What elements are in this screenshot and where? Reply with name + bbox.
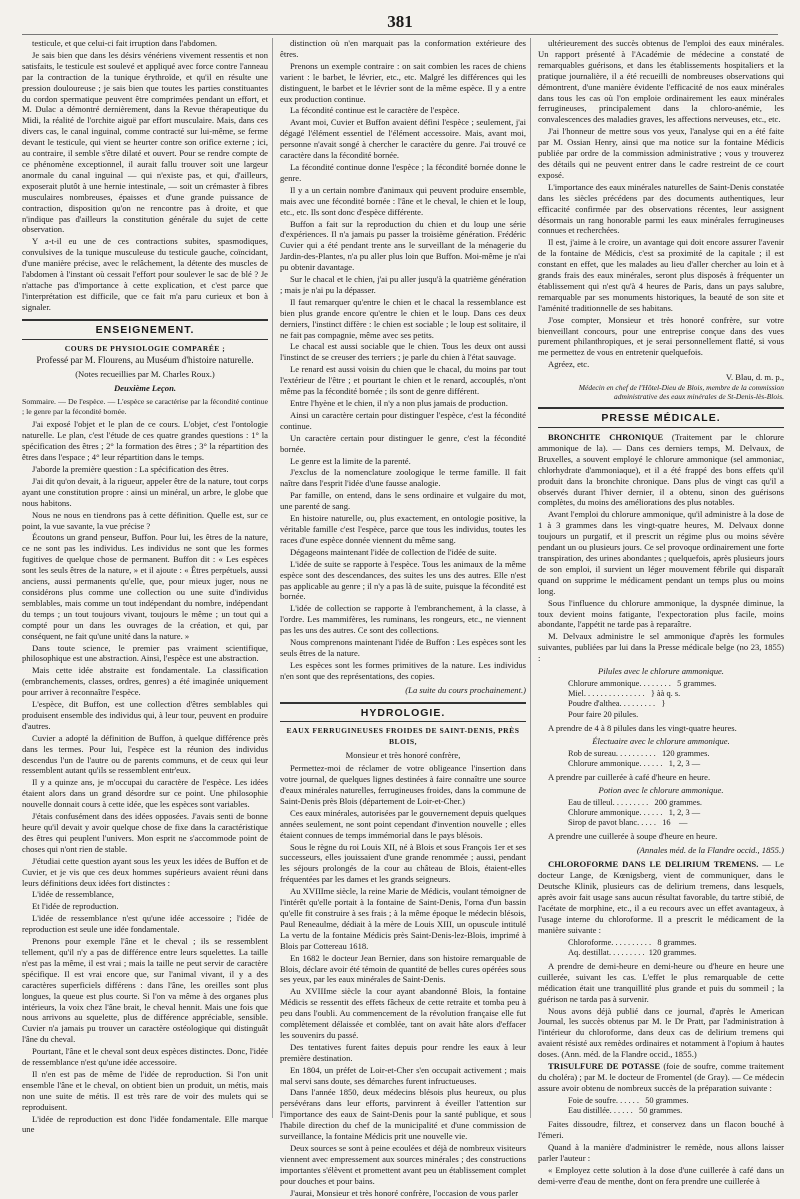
- paragraph: L'idée de ressemblance,: [32, 889, 114, 900]
- paragraph: Écoutons un grand penseur, Buffon. Pour lui, les êtres de la nature, ce ne sont pas les individus. Les individus ne sont que les formes fugitives de quelque chose de permanent. Buffon dit : « Les espèces sont les seuls êtres de la nature, » et il ajoute : « Êtres perpétuels, aussi anciens, aussi permanents qu'elle, que, pour mieux juger, nous ne considérons plus comme une collection ou une suite d'individus semblables, mais comme un tout indépendant du nombre, indépendant du temps ; un tout toujours vivant, toujours le même ; un tout qui a compté pour un dans les ouvrages de la création, et qui, par conséquent, ne fait qu'une unité dans la nature. »: [22, 532, 268, 641]
- paragraph: Cuvier a adopté la définition de Buffon, à quelque différence près dans les termes. Pour lui, l'espèce est la réunion des individus descendus l'un de l'autre ou de parents communs, et de ceux qui leur ressemblent autant qu'ils se ressemblent entr'eux.: [22, 732, 268, 776]
- paragraph: A prendre de demi-heure en demi-heure ou d'heure en heure une cuillerée, suivant les cas. L'effet le plus remarquable de cette médication était une tranquillité plus grande et puis du sommeil ; la guérison ne tarda pas à survenir.: [538, 960, 784, 1004]
- paragraph: Avant l'emploi du chlorure ammonique, qu'il administre à la dose de 1 à 3 grammes dans les vingt-quatre heures, M. Delvaux donne toujours un purgatif, et il prescrit un régime plus ou moins sévère pendant un ou plusieurs jours. Ce sel provoque ordinairement une forte transpiration, des urines abondantes ; quelquefois, après plusieurs jours de son emploi, il survient un léger mouvement fébrile qui disparaît quand on supprime le médicament pendant un temps plus ou moins long.: [538, 509, 784, 596]
- paragraph: distinction où n'en marquait pas la conformation extérieure des êtres.: [280, 38, 526, 59]
- bronchitis-paragraph: [538, 432, 784, 508]
- column-3: [538, 38, 784, 1186]
- recipe-pills: [568, 679, 784, 720]
- paragraph: J'exclus de la nomenclature zoologique le terme famille. Il fait naître dans l'esprit l'idée d'une fausse analogie.: [280, 467, 526, 489]
- sommaire: Sommaire. — De l'espèce. — L'espèce se caractérise par la fécondité continue ; le genre par la fécondité bornée.: [22, 397, 268, 416]
- page-number: 381: [387, 12, 413, 31]
- header-rule: [22, 34, 778, 35]
- salutation: Monsieur et très honoré confrère,: [345, 750, 461, 761]
- signature-note: Médecin en chef de l'Hôtel-Dieu de Blois, membre de la commission administrative des eaux minérales de St-Denis-lès-Blois.: [578, 383, 784, 402]
- paragraph: Avant moi, Cuvier et Buffon avaient défini l'espèce ; seulement, j'ai dégagé l'élément essentiel de l'élément accessoire. Mais, avant moi, personne n'avait songé à chercher le caractère du genre. J'ai trouvé ce caractère dans la fécondité bornée.: [280, 117, 526, 161]
- trisulfure-lead: TRISULFURE DE POTASSE: [548, 1061, 661, 1072]
- recipe-title: Pilules avec le chlorure ammonique.: [598, 666, 724, 677]
- paragraph: En histoire naturelle, ou, plus exactement, en ontologie positive, la véritable famille c'est l'espèce, parce que tous les individus, toutes les races d'une espèce donnée viennent du même sang.: [280, 513, 526, 545]
- bronchitis-lead: BRONCHITE CHRONIQUE: [548, 432, 664, 442]
- paragraph: Nous avons déjà publié dans ce journal, d'après le American Journal, les succès obtenus par M. le Dr Pratt, par l'administration à l'intérieur du chloroforme, dans deux cas de delirium tremens qui avaient résisté aux remèdes ordinaires et notamment à l'opium à hautes doses. (Ann. méd. de la Flandre occid., 1855.): [538, 1005, 784, 1060]
- paragraph: Entre l'hyène et le chien, il n'y a non plus jamais de production.: [290, 398, 508, 408]
- lecture-continued: [280, 38, 526, 682]
- recipe-title: Potion avec le chlorure ammonique.: [598, 784, 724, 795]
- column-2: [280, 38, 526, 1198]
- paragraph: Ainsi un caractère certain pour distinguer l'espèce, c'est la fécondité continue.: [280, 409, 526, 431]
- paragraph: Pourtant, l'âne et le cheval sont deux espèces distinctes. Donc, l'idée de ressemblance n'est qu'une idée accessoire.: [22, 1046, 268, 1068]
- chloroform-paragraph: [538, 859, 784, 935]
- paragraph: L'importance des eaux minérales naturelles de Saint-Denis constatée dans les siècles précédens par des documents authentiques, leur efficacité confirmée par des observations récentes, leur assignent désormais un rang honorable parmi les eaux minérales ferrugineuses connues et recherchées.: [538, 181, 784, 236]
- paragraph: Un caractère certain pour distinguer le genre, c'est la fécondité bornée.: [280, 432, 526, 454]
- paragraph: J'ai dit qu'on devait, à la rigueur, appeler être de la nature, tout corps ayant une constitution propre : ainsi un minéral, un arbre, le globe que nous habitons.: [22, 475, 268, 508]
- trisulfure-text: (foie de soufre, comme traitement du choléra) ; par M. le docteur de Fromentel (de Gray). — Ce médecin assure avoir obtenu de nombreux succès de la préparation suivante :: [538, 1061, 784, 1093]
- hydrology-end: [538, 38, 784, 370]
- paragraph: Il y a un certain nombre d'animaux qui peuvent produire ensemble, mais avec une fécondité bornée : l'âne et le cheval, le chien et le loup, etc., etc. Ils sont donc d'espèce différente.: [280, 184, 526, 217]
- paragraph: J'étudiai cette question ayant sous les yeux les idées de Buffon et de Cuvier, et je vis que ces deux hommes supérieurs avaient réuni dans leurs définitions deux idées fort distinctes :: [22, 855, 268, 888]
- paragraph: A prendre par cuillerée à café d'heure en heure.: [548, 771, 711, 782]
- paragraph: Au XVIIIme siècle, la reine Marie de Médicis, voulant témoigner de l'intérêt qu'elle portait à la fontaine de Saint-Denis, l'orna d'un bassin qu'elle fit construire à ses frais ; à la même époque le médecin blésois, Paul Reneaulme, dédiait à la mère de Louis XIII, un opuscule intitulé La vertu de la fontaine Médicis près Saint-Denis-lez-Blois, imprimé à Blois par Cottereau 1618.: [280, 886, 526, 951]
- continued-note: (La suite du cours prochainement.): [405, 684, 526, 695]
- paragraph: Dégageons maintenant l'idée de collection de l'idée de suite.: [290, 546, 497, 557]
- paragraph: L'idée de collection se rapporte à l'embranchement, à la classe, à l'ordre. Les mammifères, les ruminans, les rongeurs, etc., ne viennent pas les uns des autres. Ce sont des collections.: [280, 603, 526, 636]
- recipe-line: Aq. destillat. . . . . . . . . 120 grammes.: [568, 947, 697, 957]
- paragraph: Dans toute science, le premier pas vraiment scientifique, philosophique est une abstraction. Ainsi, l'espèce est une abstraction.: [22, 642, 268, 664]
- paragraph: Au XVIIIme siècle la cour ayant abandonné Blois, la fontaine Médicis se ressentit des effets fâcheux de cette retraite et tomba peu à peu dans l'oubli. Au commencement de la révolution française elle fut complètement délaissée et comblée, tant on avait hâte alors d'effacer les souvenirs du passé.: [280, 986, 526, 1040]
- lecture-body: [22, 419, 268, 1135]
- paragraph: Des tentatives furent faites depuis pour rendre les eaux à leur première destination.: [280, 1041, 526, 1063]
- recipe-line: Foie de soufre. . . . . . 50 grammes.: [568, 1095, 689, 1105]
- chloroform-lead: CHLOROFORME DANS LE DELIRIUM TREMENS.: [548, 859, 759, 870]
- recipe-line: Rob de sureau. . . . . . . . . . 120 grammes.: [568, 748, 710, 758]
- bronchitis-text: (Traitement par le chlorure ammonique de la). — Dans ces derniers temps, M. Delvaux, de Bruxelles, a souvent employé le chlorure ammonique (sel ammoniac, chlorhydrate d'ammoniaque), et il a été frappé des bons effets qu'il produit dans la bronchite chronique. Dans plus de vingt cas qu'il a observés durant l'hiver dernier, il a obtenu, sinon des guérisons complètes, du moins des améliorations des plus notables.: [538, 432, 784, 508]
- paragraph: A prendre une cuillerée à soupe d'heure en heure.: [548, 831, 718, 842]
- paragraph: Deux sources se sont à peine ecoulées et déjà de nombreux visiteurs viennent avec empressement aux sources minérales ; des constructions importantes s'élèvent et promettent avant peu un établissement complet pour douches et pour bains.: [280, 1143, 526, 1186]
- paragraph: Sous l'influence du chlorure ammonique, la dyspnée diminue, la toux devient moins fatigante, l'expectoration plus facile, moins abondante, l'appétit ne tarde pas à reparaître.: [538, 597, 784, 630]
- paragraph: Il y a quinze ans, je m'occupai du caractère de l'espèce. Les idées étaient alors dans un grand désordre sur ce point. Une philosophie nouvelle donnait cours à cette idée, que les espèces sont variables.: [22, 777, 268, 810]
- paragraph: Il faut remarquer qu'entre le chien et le chacal la ressemblance est bien plus grande encore qu'entre le chien et le loup. Dans ces deux derniers, l'instinct diffère : le chien est sociable ; le loup est solitaire, il ne fait pas compagnie, même avec ses petits.: [280, 296, 526, 340]
- recipe-line: Chlorure ammonique. . . . . . . . 5 grammes.: [568, 678, 717, 688]
- paragraph: J'étais confusément dans des idées opposées. J'avais senti de bonne heure qu'il devait y avoir quelque chose de fixe dans la caractéristique des êtres qui peuplent l'univers. Mon esprit ne s'accommode point de choses qui n'ont rien de stable.: [22, 811, 268, 854]
- paragraph: « Employez cette solution à la dose d'une cuillerée à café dans un demi-verre d'eau de menthe, dont on fera prendre une cuillerée à: [538, 1164, 784, 1186]
- paragraph: Je sais bien que dans les désirs vénériens vivement ressentis et non satisfaits, le testicule est soulevé et appliqué avec force contre l'anneau par la contraction de la tunique érythroïde, et qu'il en résulte une pression douloureuse ; je sais bien que toutes les parties constituantes du cordon spermatique peuvent être comprimées pendant un effort, et M. Dulac a démontré dernièrement, dans la Revue thérapeutique du Midi, la réalité de l'orchite aiguë par effort musculaire. Mais, dans ces divers cas, le canal inguinal, comme contracté sur lui-même, se ferme devant le testicule, qui vient se heurter contre son orifice externe ; ici, au contraire, il semble s'être dilaté et ouvert. Pour se rendre compte de ce phénomène exceptionnel, il aurait fallu trouver soit une largeur anormale du canal inguinal — qui n'existe pas, et qui, d'ailleurs, exposerait plutôt à une hernie intestinale, — soit un crémaster à fibres musculaires nombreuses, épaisses et d'une grande puissance de contraction, disposition qu'on ne rencontre pas à droite, et que n'indique pas d'ailleurs la constitution générale du sujet de cette observation.: [22, 49, 268, 235]
- section-title-enseignement: ENSEIGNEMENT.: [22, 319, 268, 340]
- recipe-line: Chlorure ammonique. . . . . . 1, 2, 3 —: [568, 807, 701, 817]
- hydrology-article-title: EAUX FERRUGINEUSES FROIDES DE SAINT-DENIS, PRÈS BLOIS,: [286, 726, 520, 747]
- paragraph: L'espèce, dit Buffon, est une collection d'êtres semblables qui produisent ensemble des individus qui, à leur tour, peuvent en produire d'autres.: [22, 699, 268, 731]
- recipe-line: Chlorure ammonique. . . . . . 1, 2, 3 —: [568, 758, 701, 768]
- paragraph: Il est, j'aime à le croire, un avantage qui doit encore assurer l'avenir de la fontaine de Médicis, c'est sa proximité de la capitale ; il est constant en effet, que les malades au lieu d'aller chercher au loin et à grands frais des eaux minérales, seront plus disposés à fréquenter un établissement qui n'est qu'à 4 heures de Paris, dans un pays salubre, remarquable par ses monuments historiques, la beauté de son site et l'aménité traditionnelle de ses habitans.: [538, 237, 784, 313]
- paragraph: A prendre de 4 à 8 pilules dans les vingt-quatre heures.: [548, 722, 737, 733]
- course-title: COURS DE PHYSIOLOGIE COMPARÉE ;: [64, 343, 226, 353]
- paragraph: Prenons un exemple contraire : on sait combien les races de chiens varient : le barbet, le lévrier, etc., etc. Malgré les différences qui les distinguent, le barbet et le lévrier sont de la même espèce. Il y a entre eux production continue.: [280, 60, 526, 104]
- paragraph: J'ose compter, Monsieur et très honoré confrère, sur votre bienveillant concours, pour une entreprise conçue dans des vues purement philanthropiques, et je serai personnellement flatté, si vous me permettez de vous en entretenir quelquefois.: [538, 314, 784, 358]
- paragraph: La fécondité continue donne l'espèce ; la fécondité bornée donne le genre.: [280, 161, 526, 183]
- paragraph: Le genre est la limite de la parenté.: [290, 455, 411, 466]
- orchitis-article-end: [22, 38, 268, 313]
- paragraph: Sous le règne du roi Louis XII, né à Blois et sous François 1er et ses successeurs, elles jouissaient d'une grande renommée ; aussi, pendant les séjours prolongés de la cour au château de Blois, étaient-elles fréquentées par les dames et les grands seigneurs.: [280, 841, 526, 885]
- column-1: [22, 38, 268, 1135]
- paragraph: Mais cette idée abstraite est fondamentale. La classification (embranchements, classes, ordres, genres) a été imaginée uniquement pour arriver à reconnaître l'espèce.: [22, 665, 268, 698]
- chloroform-text: — Le docteur Lange, de Kœnigsberg, vient de communiquer, dans le Deutsche Klinik, plusieurs cas de delirium tremens, dans lesquels, après avoir fait usage sans aucun résultat favorable, du tartre stibié, de l'acétate de morphine, etc., il a eu recours avec un effet avantageux, à l'usage interne du chloroforme. Il a prescrit le médicament de la manière suivante :: [538, 859, 784, 935]
- source-note: (Annales méd. de la Flandre occid., 1855.): [636, 845, 784, 856]
- section-title-hydrologie: HYDROLOGIE.: [280, 702, 526, 723]
- paragraph: Nous ne nous en tiendrons pas à cette définition. Quelle est, sur ce point, la vue savante, la vue précise ?: [22, 509, 268, 531]
- paragraph: Il n'en est pas de même de l'idée de reproduction. Si l'on unit ensemble l'âne et le cheval, on obtient bien un produit, un métis, mais non une suite de métis. Il est très rare de voir des mulets qui se reproduisent.: [22, 1068, 268, 1112]
- paragraph: Nous comprenons maintenant l'idée de Buffon : Les espèces sont les seuls êtres de la nature.: [280, 637, 526, 658]
- recipe-line: Sirop de pavot blanc. . . . . 16 —: [568, 818, 688, 828]
- section-title-presse-medicale: PRESSE MÉDICALE.: [538, 407, 784, 428]
- paragraph: Faites dissoudre, filtrez, et conservez dans un flacon bouché à l'émeri.: [538, 1119, 784, 1141]
- lecon-title: Deuxième Leçon.: [113, 383, 177, 394]
- recipe-line: Chloroforme. . . . . . . . . . 8 grammes.: [568, 937, 697, 947]
- recipe-line: Pour faire 20 pilules.: [568, 709, 639, 719]
- paragraph: L'idée de reproduction est donc l'idée fondamentale. Elle marque une: [22, 1113, 268, 1135]
- recipe-chloroform: [568, 938, 784, 958]
- paragraph: Y a-t-il eu une de ces contractions subites, spasmodiques, convulsives de la tunique musculeuse du testicule gauche, coïncidant, d'une manière précise, avec le relâchement, la détente des muscles de l'abdomen à l'instant où cessait l'effort pour soulever le sac de blé ? Je n'attache pas d'importance à cette explication, et c'est parce que l'interprétation est difficile, que ce fait m'a paru curieux et bon à signaler.: [22, 236, 268, 312]
- paragraph: Par famille, on entend, dans le sens ordinaire et vulgaire du mot, une parenté de sang.: [280, 490, 526, 512]
- paragraph: Dans l'année 1850, deux médecins blésois plus heureux, ou plus persévérans dans leur efforts, parvinrent à éveiller l'attention sur l'importance des eaux de Saint-Denis pour la santé publique, et sous l'habile direction du chef de la municipalité et d'une commission de surveillance, la fontaine Médicis prit une nouvelle vie.: [280, 1087, 526, 1142]
- notes-line: (Notes recueillies par M. Charles Roux.): [75, 369, 215, 380]
- paragraph: Et l'idée de reproduction.: [32, 901, 119, 912]
- paragraph: L'idée de suite se rapporte à l'espèce. Tous les animaux de la même espèce sont des descendances, des suites les uns des autres. Elle n'est pas applicable au genre ; il n'y a pas là de suite, puisque la fécondité est bornée.: [280, 558, 526, 602]
- paragraph: Quand à la manière d'administrer le remède, nous allons laisser parler l'auteur :: [538, 1142, 784, 1163]
- paragraph: La fécondité continue est le caractère de l'espèce.: [290, 105, 460, 116]
- recipe-trisulfure: [568, 1096, 784, 1116]
- professor-line: Professé par M. Flourens, au Muséum d'histoire naturelle.: [36, 356, 254, 367]
- paragraph: Buffon a fait sur la reproduction du chien et du loup une série d'expériences. Il n'a jamais pu passer la troisième génération. Frédéric Cuvier qui a été pendant trente ans le surveillant de la ménagerie du Jardin-des-Plantes, n'a pu aller plus loin que Buffon. Moi-même je n'ai pu obtenir davantage.: [280, 218, 526, 273]
- paragraph: Le renard est aussi voisin du chien que le chacal, du moins par tout l'extérieur de l'être ; et pourtant le chien et le renard, accouplés, n'ont même pas la fécondité bornée ; ils sont de genre différent.: [280, 364, 526, 397]
- paragraph: Le chacal est aussi sociable que le chien. Tous les deux ont aussi l'instinct de se creuser des terriers ; je parle du chien à l'état sauvage.: [280, 341, 526, 363]
- paragraph: testicule, et que celui-ci fait irruption dans l'abdomen.: [32, 38, 218, 48]
- recipe-line: Poudre d'althea. . . . . . . . . }: [568, 699, 666, 709]
- paragraph: L'idée de ressemblance n'est qu'une idée accessoire ; l'idée de reproduction est seule une idée fondamentale.: [22, 913, 268, 935]
- recipe-electuary: [568, 749, 784, 769]
- hydrology-body: [280, 763, 526, 1198]
- column-divider: [272, 38, 273, 1118]
- recipe-line: Miel. . . . . . . . . . . . . . . } àà q. s.: [568, 689, 681, 699]
- paragraph: Sur le chacal et le chien, j'ai pu aller jusqu'à la quatrième génération ; mais je n'ai pu la dépasser.: [280, 274, 526, 295]
- paragraph: J'ai l'honneur de mettre sous vos yeux, l'analyse qui en a été faite par M. Ossian Henry, ainsi que ma notice sur la fontaine Médicis publiée par ordre de la commission administrative ; vous y trouverez des détails qui ne peuvent entrer dans le cadre restreint de ce court exposé.: [538, 126, 784, 180]
- paragraph: Les espèces sont les formes primitives de la nature. Les individus n'en sont que des représentations, des copies.: [280, 659, 526, 681]
- paragraph: Permettez-moi de réclamer de votre obligeance l'insertion dans votre journal, de quelques lignes destinées à faire connaître une source d'eaux minérales naturelles, ferrugineuses froides, dans la commune de Saint-Denis près Blois (département de Loir-et-Cher.): [280, 763, 526, 806]
- paragraph: ultérieurement des succès obtenus de l'emploi des eaux minérales. Un rapport présenté à l'Académie de médecine a constaté de remarquables guérisons, et dans les établissements hospitaliers et la pratique journalière, il a été recueilli de nombreuses observations qui démontrent, d'une manière évidente l'efficacité de nos eaux minérales dans tous les cas où l'on emploie ordinairement les eaux minérales ferrugineuses, principalement dans la chloro-anémie, les convalescences des maladies graves, les affections nerveuses, etc., etc.: [538, 38, 784, 125]
- recipe-line: Eau de tilleul. . . . . . . . . 200 grammes.: [568, 797, 702, 807]
- paragraph: Ces eaux minérales, autorisées par le gouvernement depuis quelques années seulement, ne sont point cependant d'invention nouvelle ; elles étaient connues de temps immémorial dans le pays blésois.: [280, 807, 526, 840]
- paragraph: J'aborde la première question : La spécification des êtres.: [32, 464, 229, 474]
- signature: V. Blau, d. m. p.,: [725, 372, 784, 383]
- trisulfure-paragraph: [538, 1061, 784, 1094]
- paragraph: J'aurai, Monsieur et très honoré confrère, l'occasion de vous parler: [290, 1187, 519, 1198]
- paragraph: En 1682 le docteur Jean Bernier, dans son histoire remarquable de Blois, déclare avoir été témoin de quantité de belles cures opérées sous ses yeux, par les eaux minérales de Saint-Denis.: [280, 952, 526, 985]
- paragraph: Agréez, etc.: [548, 359, 590, 370]
- paragraph: En 1804, un préfet de Loir-et-Cher s'en occupait activement ; mais mal servi sans doute, ses démarches furent infructueuses.: [280, 1064, 526, 1086]
- paragraph: J'ai exposé l'objet et le plan de ce cours. L'objet, c'est l'ontologie naturelle. Le plan, c'est l'étude de ces quatre grandes questions : 1° la spécification des êtres ; 2° la formation des êtres ; 3° la répartition des êtres dans l'espace ; 4° leur répartition dans le temps.: [22, 419, 268, 463]
- recipe-potion: [568, 798, 784, 829]
- paragraph: M. Delvaux administre le sel ammonique d'après les formules suivantes, publiées par lui dans la Presse médicale belge (no 23, 1855) :: [538, 631, 784, 664]
- recipe-line: Eau distillée. . . . . . 50 grammes.: [568, 1106, 683, 1116]
- recipe-title: Électuaire avec le chlorure ammonique.: [592, 735, 730, 746]
- column-divider: [530, 38, 531, 1118]
- paragraph: Prenons pour exemple l'âne et le cheval ; ils se ressemblent tellement, qu'il n'y a pas de différence entre leurs squelettes. La taille n'est pas la même, il est vrai ; mais la taille ne peut servir de caractère spécifique. Il est vrai encore que, sur l'animal vivant, il y a des caractères superficiels différens : dans l'âne, les oreilles sont plus longues, la queue est plus courte. Si l'on va même à des organes plus intérieurs, la voix chez l'âne brait, le cheval hennit. Mais une fois que nous arrivons au squelette, plus de différence appréciable, sensible. Cuvier n'a jamais pu trouver un caractère ostéologique qui distinguât l'âne du cheval.: [22, 936, 268, 1045]
